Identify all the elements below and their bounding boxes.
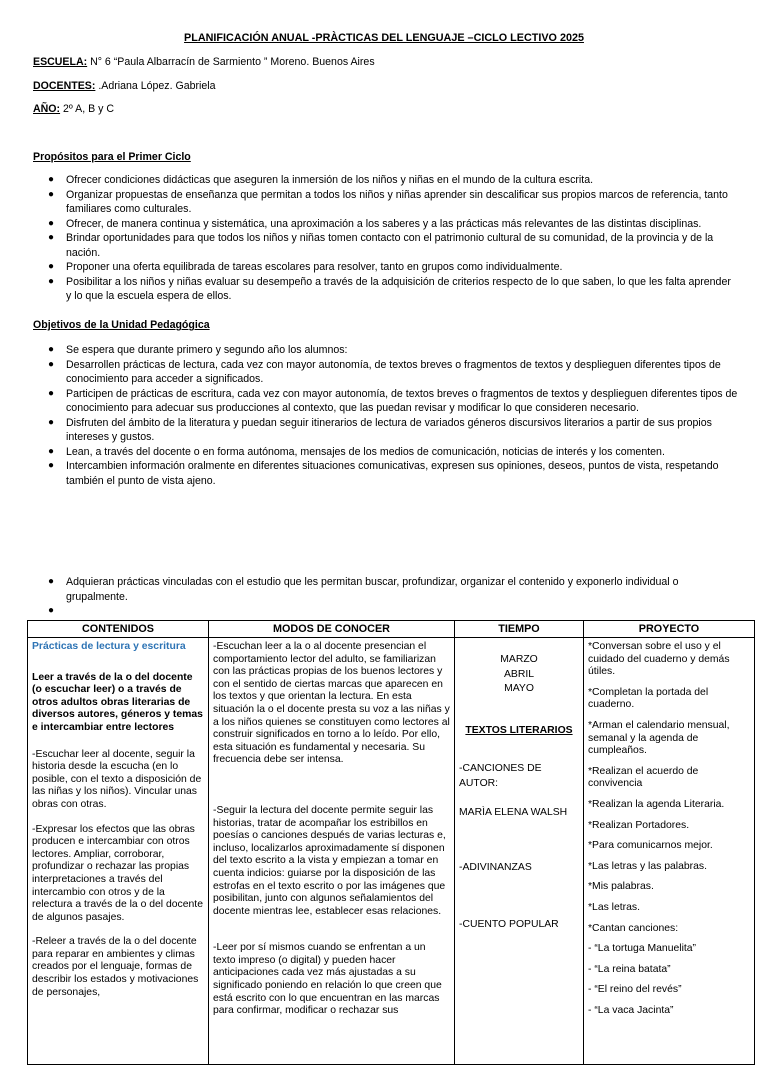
list-item: ● Proponer una oferta equilibrada de tareas escolares para resolver, tanto en grupos como individualmente.	[48, 260, 738, 275]
modos-paragraph: -Leer por sí mismos cuando se enfrentan a un texto impreso (o digital) y pueden hacer anticipaciones cada vez más ajustadas a su significado poniendo en relación lo que creen que está escrito con lo que encuentran en las marcas para confirmar, modificar o rechazar sus	[213, 942, 442, 1017]
document-title: PLANIFICACIÓN ANUAL -PRÀCTICAS DEL LENGUAJE –CICLO LECTIVO 2025	[184, 32, 584, 44]
list-item: ● Intercambien información oralmente en diferentes situaciones comunicativas, expresen sus opiniones, deseos, puntos de vista, respetando también el punto de vista ajeno.	[48, 459, 738, 488]
list-item: ● Ofrecer condiciones didácticas que aseguren la inmersión de los niños y niñas en el mundo de la cultura escrita.	[48, 173, 738, 188]
autor-label: MARÌA ELENA WALSH	[459, 807, 568, 819]
month: ABRIL	[503, 668, 535, 680]
textos-literarios-heading: TEXTOS LITERARIOS	[465, 724, 573, 736]
anio-line	[33, 103, 114, 115]
proyecto-item: *Cantan canciones:	[588, 922, 679, 934]
month: MARZO	[500, 654, 538, 665]
list-item: ● Ofrecer, de manera continua y sistemática, una aproximación a los saberes y a las prácticas más relevantes de las distintas disciplinas.	[48, 217, 738, 232]
cuento-popular-label: -CUENTO POPULAR	[459, 919, 559, 931]
list-item: ● Organizar propuestas de enseñanza que permitan a todos los niños y niñas aprender sin descalificar sus propios marcos de referencia, tanto familiares como culturales.	[48, 188, 738, 217]
proyecto-item: *Conversan sobre el uso y el cuidado del cuaderno y demás útiles.	[588, 641, 730, 678]
modos-cell	[209, 638, 455, 1065]
contenidos-paragraph: -Expresar los efectos que las obras producen e intercambiar con otros lectores. Ampliar, corroborar, profundizar o rechazar las propias interpretaciones a través del intercambio con otros y de la relectura a través de la o del docente de algunos pasajes.	[32, 823, 203, 923]
docentes-label: DOCENTES:	[33, 80, 96, 92]
proyecto-item: - “La vaca Jacinta”	[588, 1004, 674, 1016]
contenidos-paragraph: -Releer a través de la o del docente para reparar en ambientes y climas creados por el lenguaje, formas de describir los estados y motivaciones de personajes,	[32, 936, 199, 998]
modos-paragraph: -Seguir la lectura del docente permite seguir las historias, tratar de acompañar los estribillos en poesías o canciones después de varias lecturas e, incluso, localizarlos aproximadamente sí disponen del texto escrito a la vista y empiezan a tomar en cuenta indicios: guiarse por la disposición de las estrofas en el texto escrito o por las imágenes que posibilitan, junto con algunos señalamientos del docente mientras lee, establecer esas relaciones.	[213, 804, 446, 917]
list-item: ● Desarrollen prácticas de lectura, cada vez con mayor autonomía, de textos breves o fragmentos de textos y desplieguen diferentes tipos de conocimiento para acceder a significados.	[48, 358, 738, 387]
proyecto-item: - “La tortuga Manuelita”	[588, 943, 697, 955]
list-item: ● Lean, a través del docente o en forma autónoma, mensajes de los medios de comunicación, noticias de interés y los comenten.	[48, 445, 738, 460]
contenidos-subtitle: Prácticas de lectura y escritura	[32, 641, 186, 652]
objetivos-list	[48, 343, 738, 488]
escuela-line	[33, 56, 375, 68]
list-item: ● Brindar oportunidades para que todos los niños y niñas tomen contacto con el patrimonio cultural de su comunidad, de la provincia y de la nación.	[48, 231, 738, 260]
contenidos-cell	[28, 638, 209, 1065]
month: MAYO	[504, 683, 534, 694]
table-header-row	[28, 621, 755, 638]
docentes-value: .Adriana López. Gabriela	[95, 80, 216, 92]
proyecto-item: *Arman el calendario mensual, semanal y la agenda de cumpleaños.	[588, 719, 730, 757]
proyecto-item: *Completan la portada del cuaderno.	[588, 686, 709, 711]
anio-value: 2º A, B y C	[60, 103, 114, 115]
list-item: ● Disfruten del ámbito de la literatura y puedan seguir itinerarios de lectura de variados géneros discursivos literarios a partir de sus propios intereses y gustos.	[48, 416, 738, 445]
months-list	[459, 653, 579, 697]
planning-table	[27, 620, 755, 1065]
header-tiempo: TIEMPO	[455, 621, 584, 638]
proyecto-item: *Mis palabras.	[588, 881, 654, 893]
proyecto-cell	[584, 638, 755, 1065]
objetivos-extra-list	[48, 575, 738, 618]
proyecto-item: - “El reino del revés”	[588, 984, 682, 996]
contenidos-bold-block: Leer a través de la o del docente (o escuchar leer) o a través de otros adultos obras literarias de diversos autores, géneros y temas e intercambiar entre lectores	[32, 671, 203, 733]
adivinanzas-label: -ADIVINANZAS	[459, 862, 532, 874]
propositos-list	[48, 173, 738, 304]
list-item: ● Se espera que durante primero y segundo año los alumnos:	[48, 343, 738, 358]
proyecto-item: *Realizan Portadores.	[588, 819, 690, 831]
list-item: ● Adquieran prácticas vinculadas con el estudio que les permitan buscar, profundizar, organizar el contenido y exponerlo individual o grupalmente.	[48, 575, 738, 604]
contenidos-paragraph: -Escuchar leer al docente, seguir la historia desde la escucha (en lo posible, con el texto a disposición de las niñas y los niños). Vincular unas obras con otras.	[32, 748, 202, 810]
docentes-line	[33, 80, 216, 92]
list-item: ● Posibilitar a los niños y niñas evaluar su desempeño a través de la adquisición de criterios respecto de lo que saben, lo que les falta aprender y lo que la escuela espera de ellos.	[48, 275, 738, 304]
list-item-empty	[48, 604, 738, 618]
header-proyecto: PROYECTO	[584, 621, 755, 638]
canciones-label: -CANCIONES DE AUTOR:	[459, 763, 542, 790]
proyecto-item: *Realizan la agenda Literaria.	[588, 798, 725, 810]
anio-label: AÑO:	[33, 103, 61, 115]
header-contenidos: CONTENIDOS	[28, 621, 209, 638]
escuela-value: N° 6 “Paula Albarracín de Sarmiento ” Moreno. Buenos Aires	[87, 56, 375, 68]
tiempo-cell	[455, 638, 584, 1065]
modos-paragraph: -Escuchan leer a la o al docente presencian el comportamiento lector del adulto, se familiarizan con las prácticas propias de los buenos lectores y con el sentido de ciertas marcas que aparecen en los textos y que orientan la lectura. En esta situación la o el docente presta su voz a las niñas y a los niños quienes se constituyen como lectores al construir significados en torno a lo leído. Por ello, esta situación es fundamental y necesaria. Su frecuencia debe ser intensa.	[213, 641, 450, 766]
list-item: ● Participen de prácticas de escritura, cada vez con mayor autonomía, de textos breves o fragmentos de textos y desplieguen diferentes tipos de conocimiento para adecuar sus producciones al contexto, que las puedan revisar y modificar lo que consideren necesario.	[48, 387, 738, 416]
proyecto-item: *Realizan el acuerdo de convivencia	[588, 765, 699, 790]
objetivos-heading: Objetivos de la Unidad Pedagógica	[33, 319, 210, 331]
escuela-label: ESCUELA:	[33, 56, 88, 68]
propositos-heading: Propósitos para el Primer Ciclo	[33, 151, 191, 163]
proyecto-item: - “La reina batata”	[588, 963, 671, 975]
proyecto-item: *Para comunicarnos mejor.	[588, 840, 713, 852]
proyecto-item: *Las letras.	[588, 901, 640, 913]
table-row	[28, 638, 755, 1065]
header-modos-de-conocer: MODOS DE CONOCER	[209, 621, 455, 638]
proyecto-item: *Las letras y las palabras.	[588, 860, 707, 872]
